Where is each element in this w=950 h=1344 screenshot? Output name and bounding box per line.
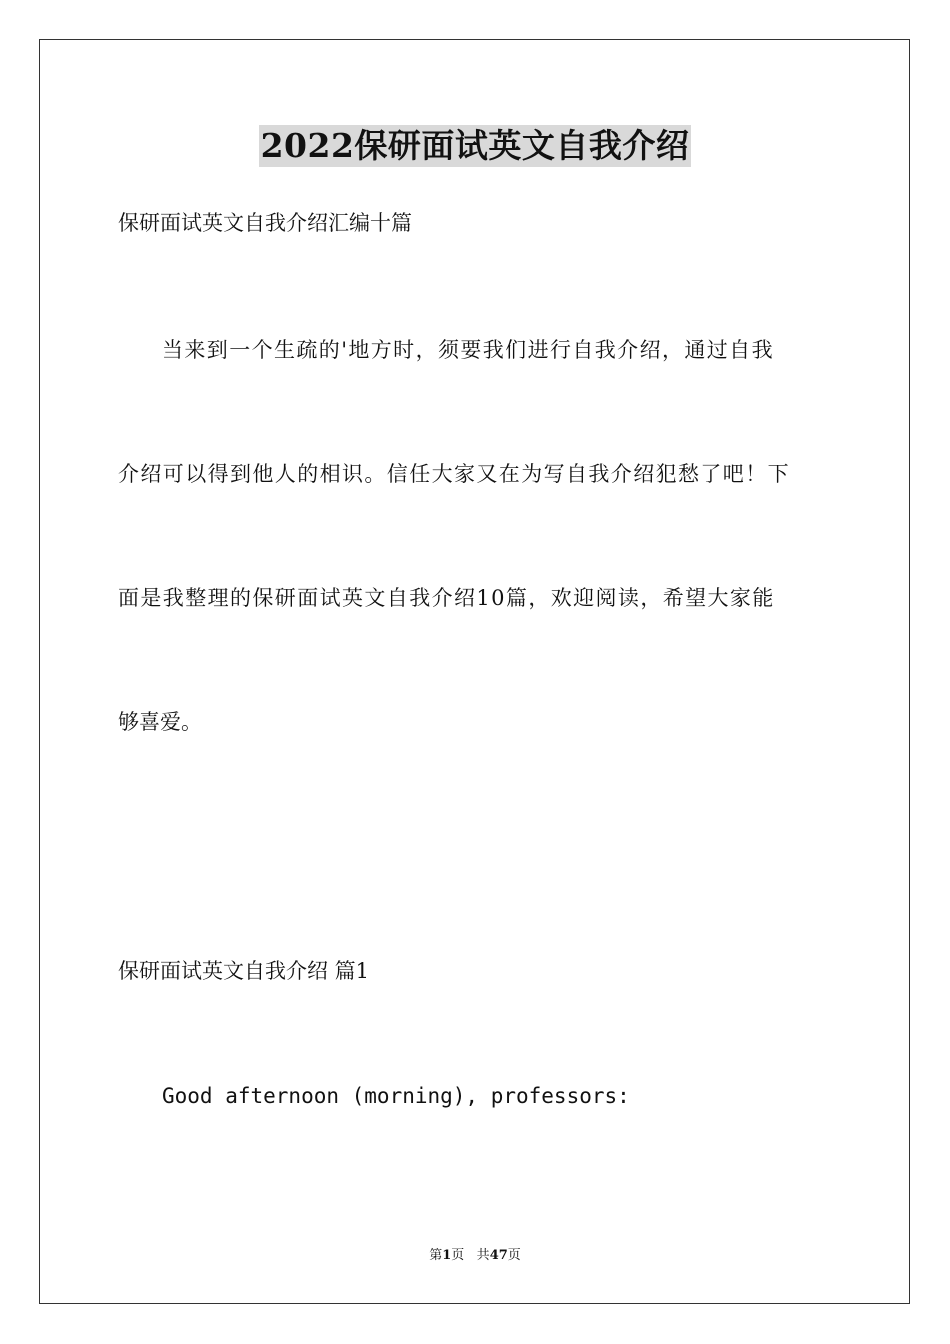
document-title: 2022保研面试英文自我介绍	[260, 126, 690, 165]
footer-prefix: 第	[429, 1248, 443, 1263]
intro-line-1: 当来到一个生疏的'地方时，须要我们进行自我介绍，通过自我	[162, 338, 774, 362]
title-container	[0, 125, 950, 167]
intro-line-4: 够喜爱。	[118, 710, 202, 734]
english-greeting: Good afternoon (morning), professors:	[162, 1084, 630, 1108]
footer-page-number: 1	[442, 1248, 452, 1263]
footer-total-pages: 47	[489, 1248, 508, 1263]
document-subtitle: 保研面试英文自我介绍汇编十篇	[118, 211, 412, 235]
footer-total-prefix: 共	[476, 1248, 490, 1263]
intro-line-3: 面是我整理的保研面试英文自我介绍10篇，欢迎阅读，希望大家能	[118, 586, 775, 610]
footer-page-suffix: 页	[451, 1248, 465, 1263]
page-footer	[0, 1246, 950, 1266]
footer-total-suffix: 页	[507, 1248, 521, 1263]
intro-line-2: 介绍可以得到他人的相识。信任大家又在为写自我介绍犯愁了吧！下	[118, 462, 790, 486]
section-heading: 保研面试英文自我介绍 篇1	[118, 959, 370, 983]
